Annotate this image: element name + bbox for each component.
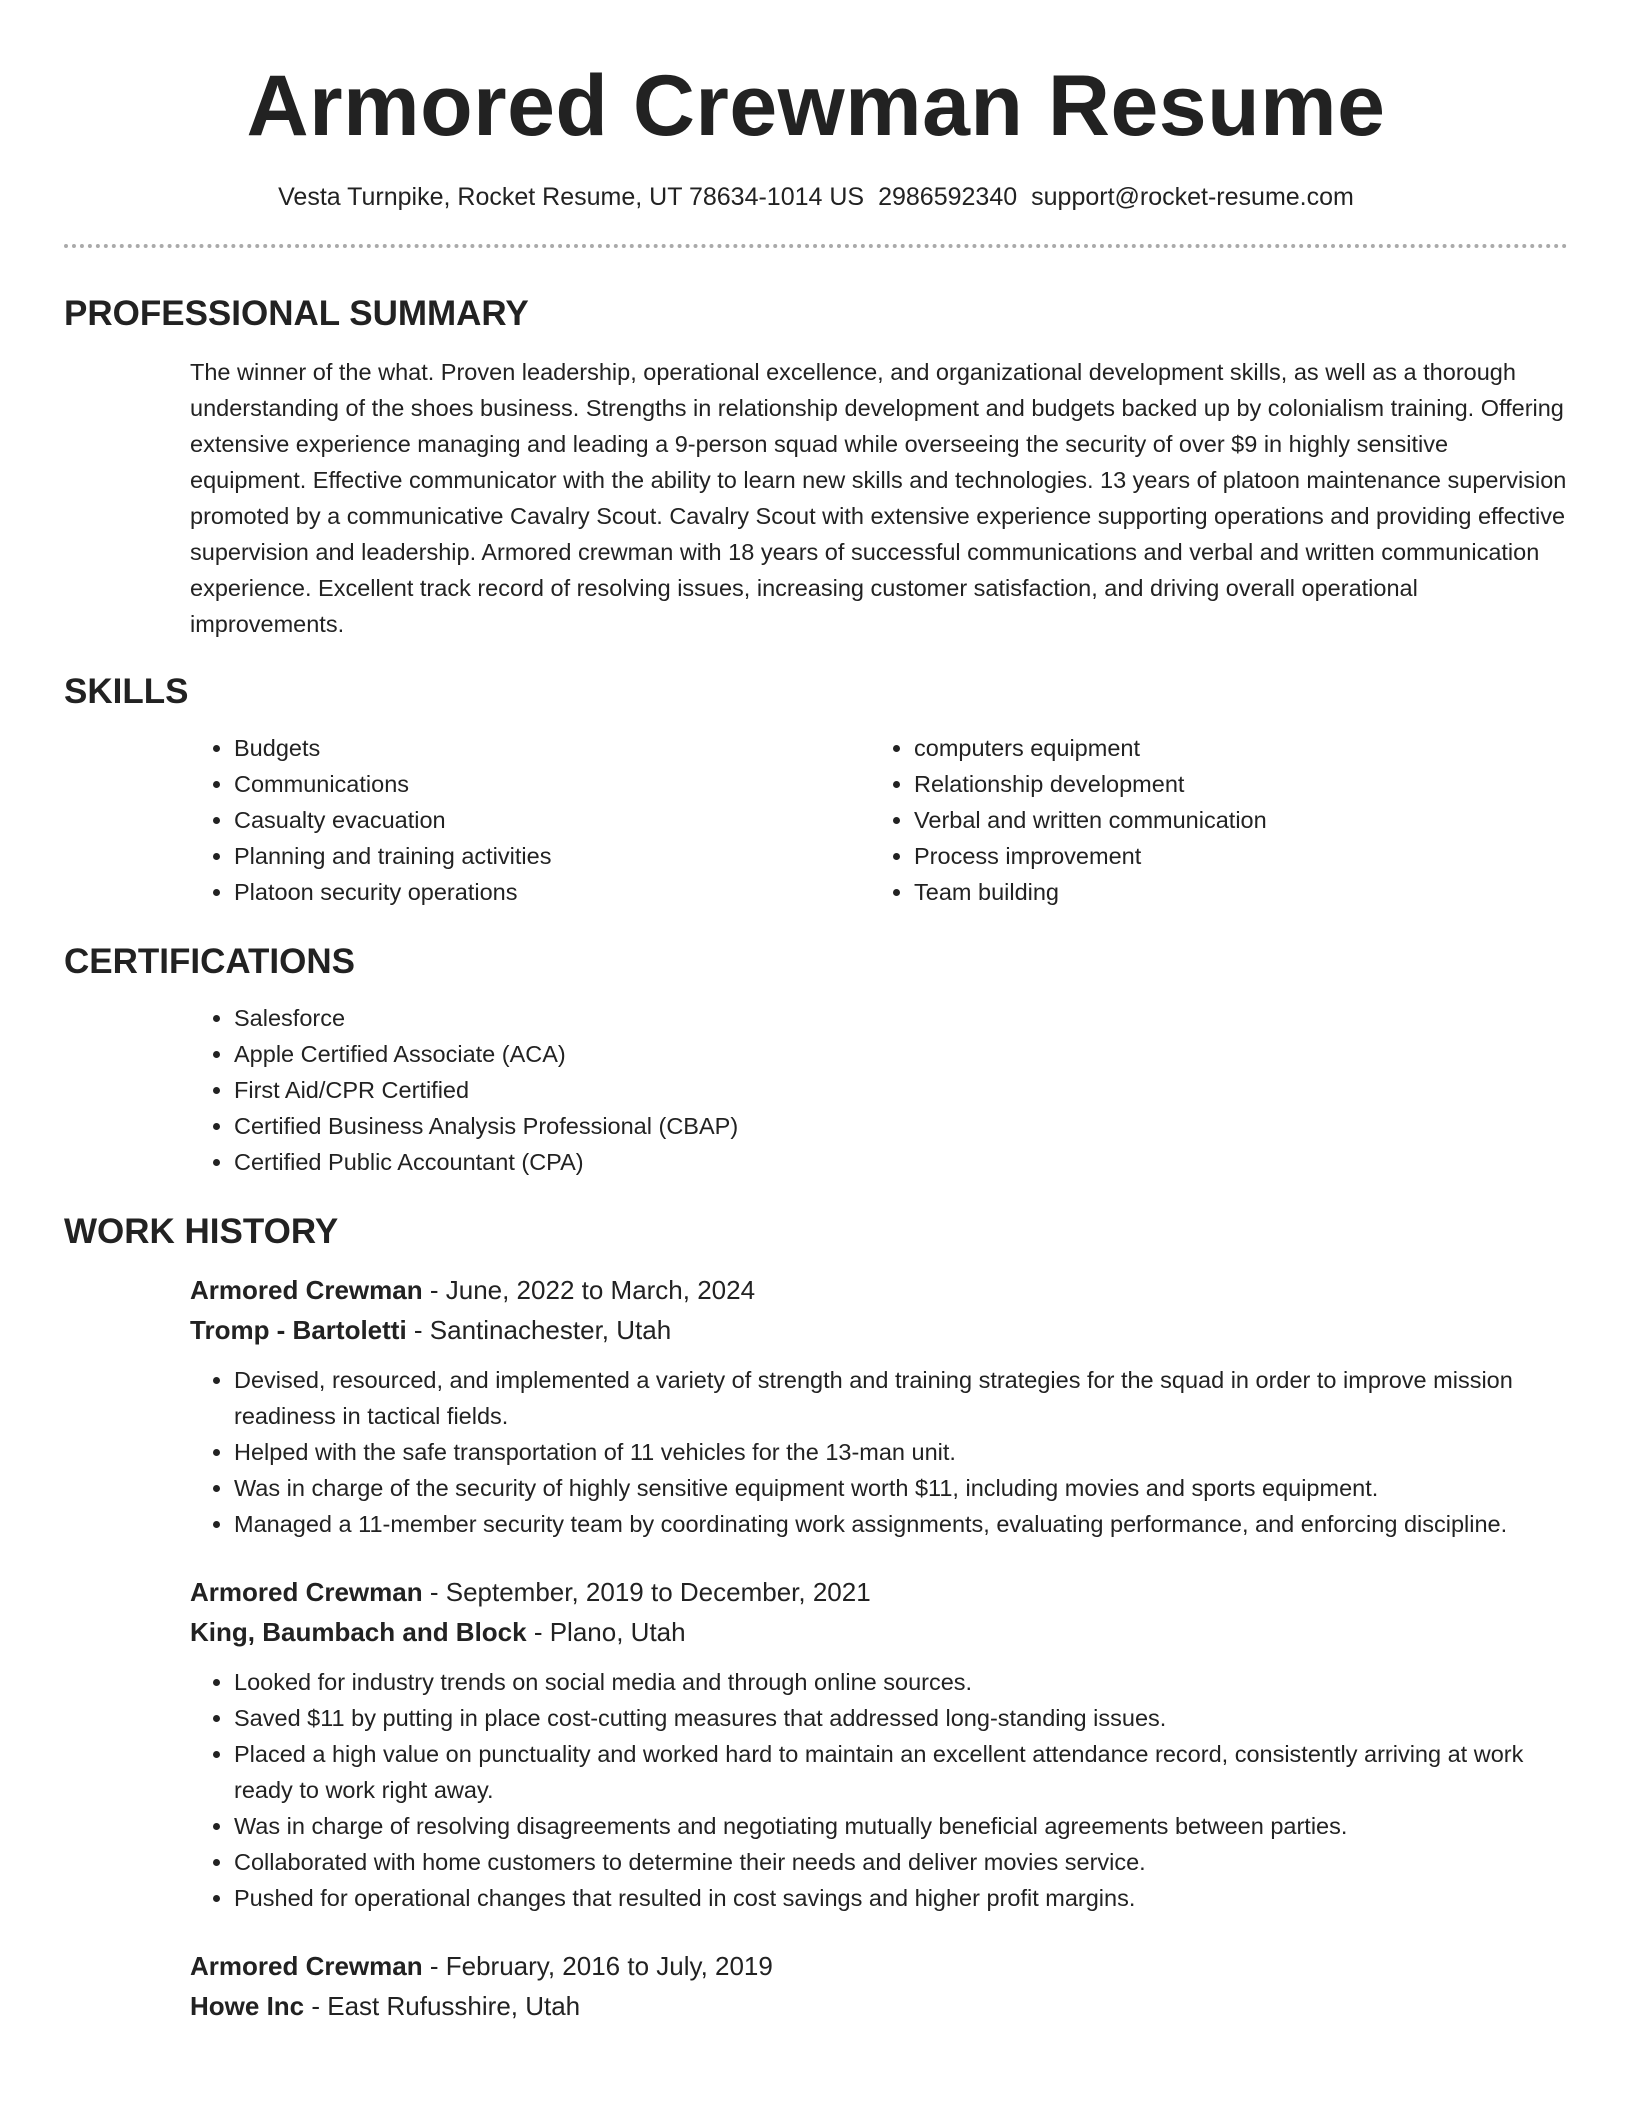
contact-address: Vesta Turnpike, Rocket Resume, UT 78634-1014 US bbox=[278, 183, 865, 211]
job-company-line bbox=[190, 1310, 1568, 1350]
certification-item: • Certified Public Accountant (CPA) bbox=[234, 1144, 1568, 1180]
job-bullet: • Saved $11 by putting in place cost-cutting measures that addressed long-standing issues. bbox=[234, 1700, 1568, 1736]
skill-item: • Budgets bbox=[234, 730, 870, 766]
summary-text: The winner of the what. Proven leadership, operational excellence, and organizational development skills, as well as a thorough understanding of the shoes business. Strengths in relationship development and budgets backed up by colonialism training. Offering extensive experience managing and leading a 9-person squad while overseeing the security of over $9 in highly sensitive equipment. Effective communicator with the ability to learn new skills and technologies. 13 years of platoon maintenance supervision promoted by a communicative Cavalry Scout. Cavalry Scout with extensive experience supporting operations and providing effective supervision and leadership. Armored crewman with 18 years of successful communications and verbal and written communication experience. Excellent track record of resolving issues, increasing customer satisfaction, and driving overall operational improvements. bbox=[190, 359, 1567, 637]
certification-item: • Apple Certified Associate (ACA) bbox=[234, 1036, 1568, 1072]
skill-item: • Communications bbox=[234, 766, 870, 802]
job-bullet: • Was in charge of the security of highly sensitive equipment worth $11, including movies and sports equipment. bbox=[234, 1470, 1568, 1506]
job-title: Armored Crewman bbox=[190, 1577, 423, 1607]
job-location: Santinachester, Utah bbox=[429, 1315, 672, 1345]
skills-list-right bbox=[870, 730, 1550, 910]
skills-heading: SKILLS bbox=[64, 672, 189, 711]
skill-item: • Platoon security operations bbox=[234, 874, 870, 910]
job-company-line bbox=[190, 1986, 1568, 2026]
certifications-heading: CERTIFICATIONS bbox=[64, 942, 356, 981]
skill-item: • Team building bbox=[914, 874, 1550, 910]
job-dates: September, 2019 to December, 2021 bbox=[445, 1577, 871, 1607]
separator: - bbox=[422, 1577, 446, 1607]
job-dates: February, 2016 to July, 2019 bbox=[445, 1951, 773, 1981]
header-divider bbox=[64, 244, 1568, 248]
skill-item: • Planning and training activities bbox=[234, 838, 870, 874]
job-location: Plano, Utah bbox=[549, 1617, 686, 1647]
job-bullet: • Helped with the safe transportation of 11 vehicles for the 13-man unit. bbox=[234, 1434, 1568, 1470]
job-title-line bbox=[190, 1946, 1568, 1986]
job-company: Tromp - Bartoletti bbox=[190, 1315, 407, 1345]
job-company: Howe Inc bbox=[190, 1991, 305, 2021]
job-entry bbox=[190, 1946, 1568, 2026]
skills-list-left bbox=[190, 730, 870, 910]
resume-title: Armored Crewman Resume bbox=[246, 58, 1386, 154]
skill-item: • computers equipment bbox=[914, 730, 1550, 766]
certification-item: • Salesforce bbox=[234, 1000, 1568, 1036]
job-title: Armored Crewman bbox=[190, 1275, 423, 1305]
job-bullets bbox=[190, 1664, 1568, 1916]
job-bullet: • Looked for industry trends on social media and through online sources. bbox=[234, 1664, 1568, 1700]
contact-phone: 2986592340 bbox=[878, 183, 1018, 211]
separator: - bbox=[422, 1951, 446, 1981]
separator: - bbox=[526, 1617, 550, 1647]
certification-item: • First Aid/CPR Certified bbox=[234, 1072, 1568, 1108]
job-title-line bbox=[190, 1572, 1568, 1612]
skills-columns bbox=[190, 730, 1568, 910]
job-bullet: • Pushed for operational changes that resulted in cost savings and higher profit margins. bbox=[234, 1880, 1568, 1916]
job-dates: June, 2022 to March, 2024 bbox=[445, 1275, 756, 1305]
job-bullet: • Managed a 11-member security team by coordinating work assignments, evaluating performance, and enforcing discipline. bbox=[234, 1506, 1568, 1542]
separator: - bbox=[406, 1315, 430, 1345]
job-location: East Rufusshire, Utah bbox=[327, 1991, 581, 2021]
job-bullet: • Devised, resourced, and implemented a variety of strength and training strategies for the squad in order to improve mission readiness in tactical fields. bbox=[234, 1362, 1568, 1434]
summary-heading: PROFESSIONAL SUMMARY bbox=[64, 294, 529, 333]
contact-line bbox=[64, 180, 1568, 214]
skill-item: • Process improvement bbox=[914, 838, 1550, 874]
job-company-line bbox=[190, 1612, 1568, 1652]
skill-item: • Verbal and written communication bbox=[914, 802, 1550, 838]
contact-email: support@rocket-resume.com bbox=[1031, 183, 1354, 211]
job-bullet: • Collaborated with home customers to determine their needs and deliver movies service. bbox=[234, 1844, 1568, 1880]
job-bullet: • Placed a high value on punctuality and worked hard to maintain an excellent attendance record, consistently arriving at work ready to work right away. bbox=[234, 1736, 1568, 1808]
separator: - bbox=[304, 1991, 328, 2021]
job-title-line bbox=[190, 1270, 1568, 1310]
certification-item: • Certified Business Analysis Professional (CBAP) bbox=[234, 1108, 1568, 1144]
job-bullets bbox=[190, 1362, 1568, 1542]
job-company: King, Baumbach and Block bbox=[190, 1617, 527, 1647]
job-title: Armored Crewman bbox=[190, 1951, 423, 1981]
job-bullet: • Was in charge of resolving disagreements and negotiating mutually beneficial agreements between parties. bbox=[234, 1808, 1568, 1844]
skill-item: • Relationship development bbox=[914, 766, 1550, 802]
work-history-heading: WORK HISTORY bbox=[64, 1212, 339, 1251]
separator: - bbox=[422, 1275, 446, 1305]
job-entry bbox=[190, 1270, 1568, 1542]
skill-item: • Casualty evacuation bbox=[234, 802, 870, 838]
job-entry bbox=[190, 1572, 1568, 1916]
certifications-list bbox=[190, 1000, 1568, 1180]
